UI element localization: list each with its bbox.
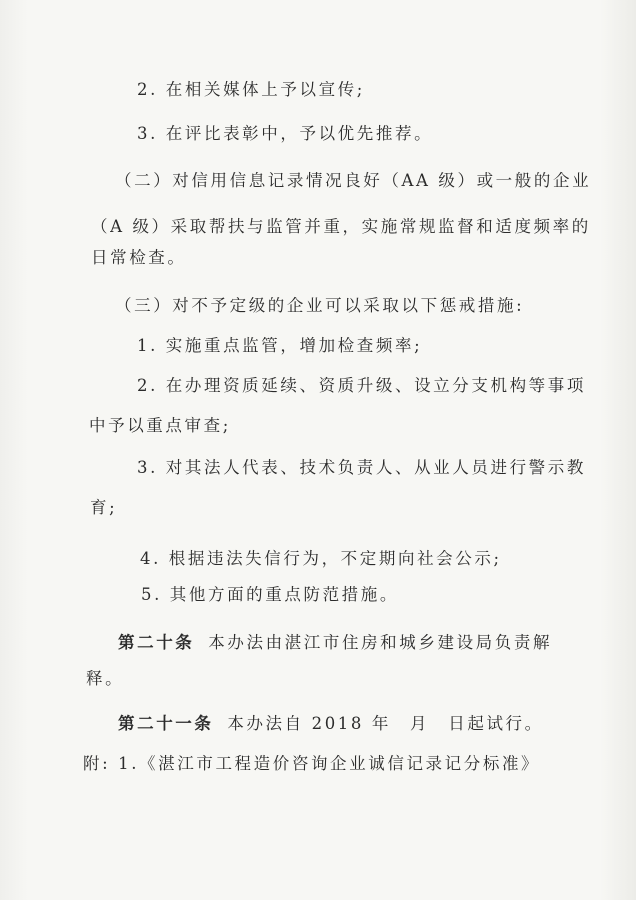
article-20-label: 第二十条: [118, 633, 195, 652]
text-line: 4. 根据违法失信行为，不定期向社会公示;: [140, 549, 502, 568]
text-line: 5. 其他方面的重点防范措施。: [141, 585, 399, 604]
text-line: 释。: [86, 669, 125, 688]
text-line: 中予以重点审查;: [89, 416, 231, 435]
article-21-line: [118, 714, 544, 734]
article-20-text: 本办法由湛江市住房和城乡建设局负责解: [208, 633, 553, 652]
appendix-line: 附: 1.《湛江市工程造价咨询企业诚信记录记分标准》: [83, 754, 541, 773]
text-line: （A 级）采取帮扶与监管并重，实施常规监督和适度频率的: [91, 217, 591, 236]
text-line: 3. 对其法人代表、技术负责人、从业人员进行警示教: [137, 458, 586, 477]
article-21-text: 本办法自 2018 年 月 日起试行。: [227, 714, 544, 733]
text-line: 1. 实施重点监管，增加检查频率;: [137, 336, 423, 355]
text-line: （二）对信用信息记录情况良好（AA 级）或一般的企业: [115, 171, 592, 190]
article-21-label: 第二十一条: [118, 714, 214, 733]
text-line: 育;: [90, 498, 118, 517]
text-line: （三）对不予定级的企业可以采取以下惩戒措施:: [115, 296, 525, 315]
text-line: 3. 在评比表彰中，予以优先推荐。: [137, 124, 434, 143]
article-20-line: [118, 633, 552, 653]
text-line: 2. 在相关媒体上予以宣传;: [137, 80, 365, 99]
text-line: 2. 在办理资质延续、资质升级、设立分支机构等事项: [137, 376, 586, 395]
text-line: 日常检查。: [91, 248, 187, 267]
